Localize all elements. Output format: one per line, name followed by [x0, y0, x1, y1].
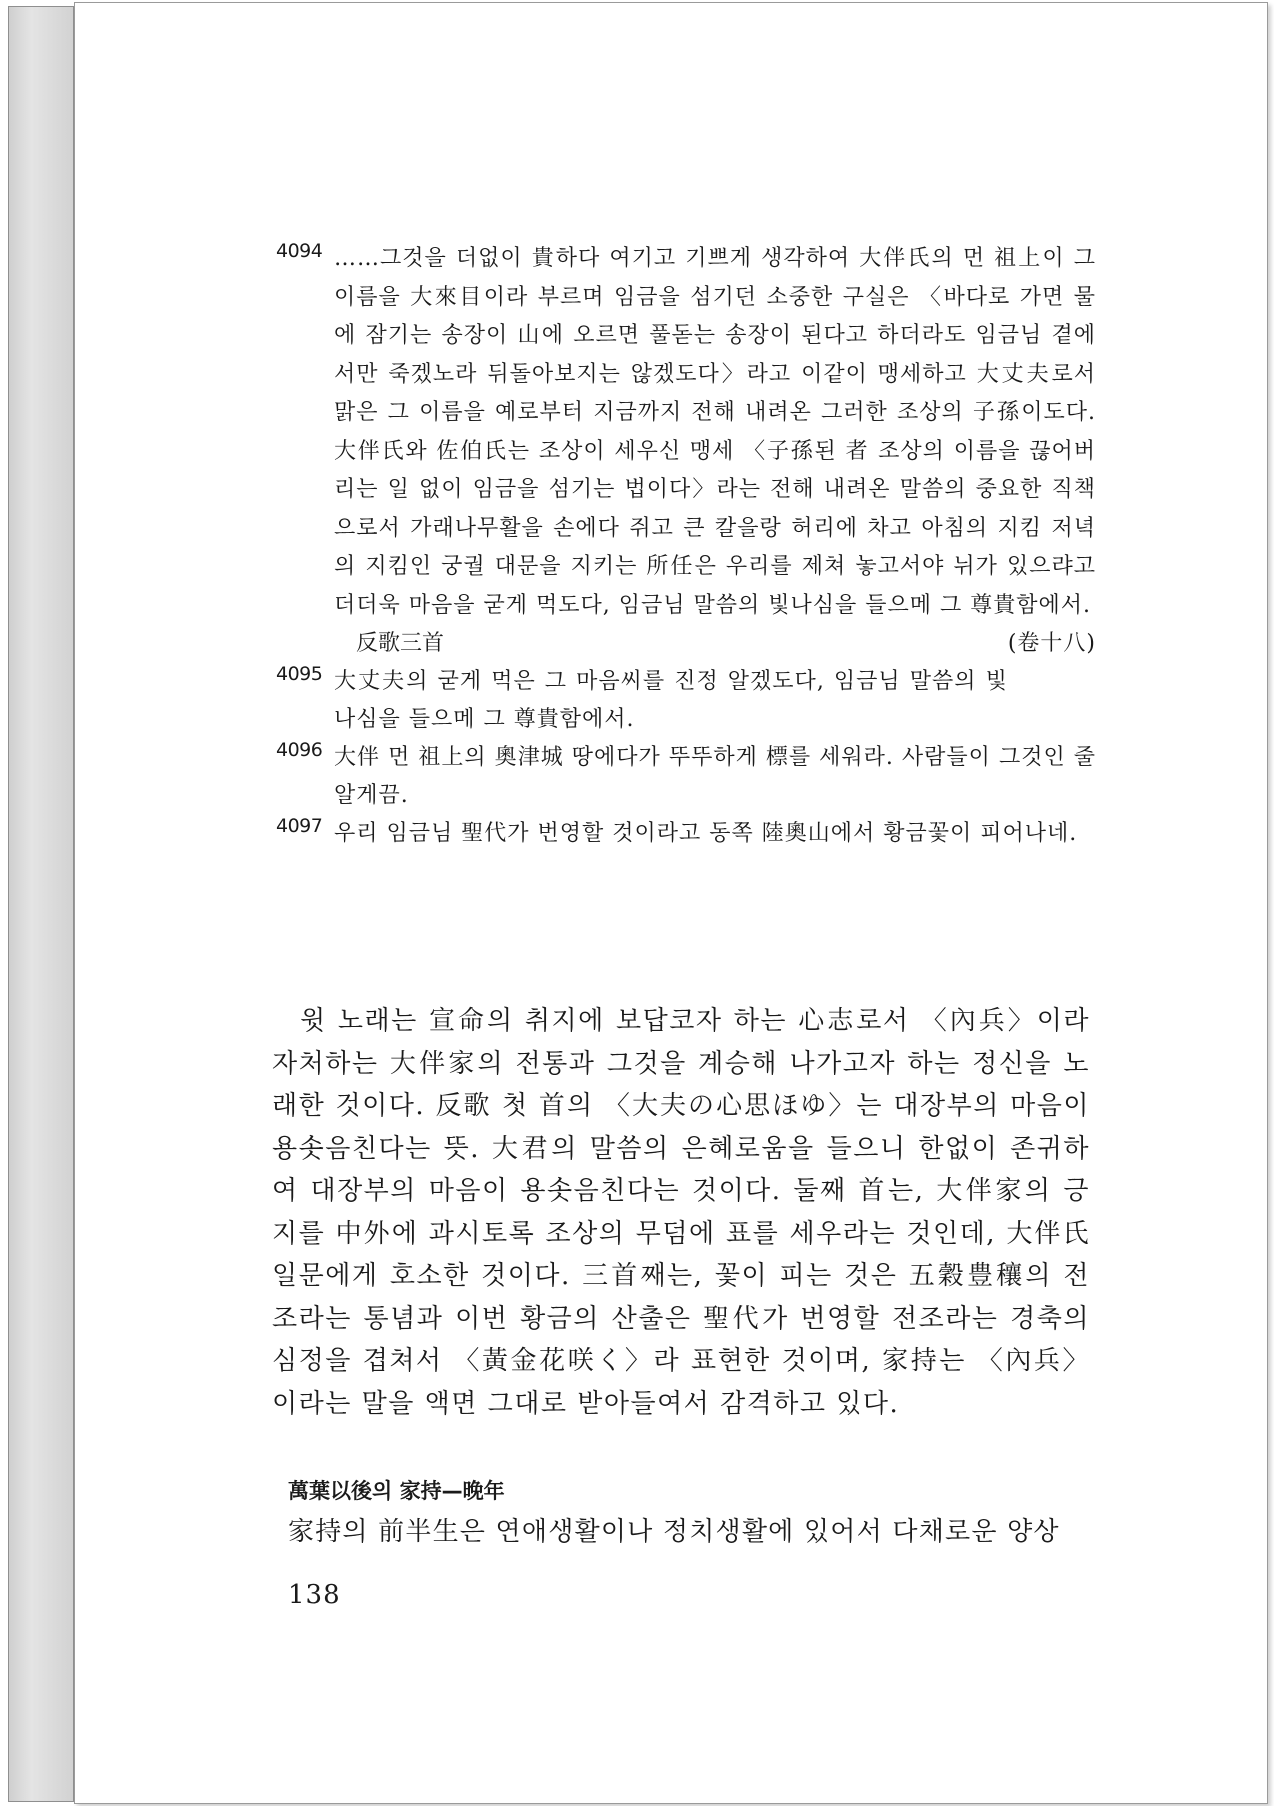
verse-text: 大伴 먼 祖上의 奧津城 땅에다가 뚜뚜하게 標를 세워라. 사람들이 그것인 줄 알게끔. — [334, 745, 1096, 808]
volume-reference: (卷十八) — [1007, 631, 1096, 656]
verse-4096 — [276, 739, 1096, 815]
verse-number: 4095 — [276, 663, 323, 685]
verse-text: 우리 임금님 聖代가 번영할 것이라고 동쪽 陸奧山에서 황금꽃이 피어나네. — [334, 821, 1078, 846]
book-spine — [8, 6, 74, 1802]
verse-block — [276, 240, 1096, 853]
verse-text: 大丈夫의 굳게 먹은 그 마음씨를 진정 알겠도다, 임금님 말씀의 빛나심을 들으메 그 尊貴함에서. — [334, 669, 1008, 732]
page-number: 138 — [288, 1580, 341, 1610]
section-heading: 萬葉以後의 家持—晚年 — [288, 1479, 505, 1503]
verse-number: 4097 — [276, 815, 323, 837]
verse-number: 4096 — [276, 739, 323, 761]
verse-4095 — [276, 663, 1096, 739]
verse-number: 4094 — [276, 240, 323, 262]
section-first-line: 家持의 前半生은 연애생활이나 정치생활에 있어서 다채로운 양상 — [288, 1517, 1060, 1547]
commentary-paragraph: 윗 노래는 宣命의 취지에 보답코자 하는 心志로서 〈內兵〉이라 자처하는 大伴家의 전통과 그것을 계승해 나가고자 하는 정신을 노래한 것이다. 反歌 첫 首의 〈大夫の心思ほゆ〉는 대장부의 마음이 용솟음친다는 뜻. 大君의 말씀의 은혜로움을 들으니 한없이 존귀하여 대장부의 마음이 용솟음친다는 것이다. 둘째 首는, 大伴家의 긍지를 中外에 과시토록 조상의 무덤에 표를 세우라는 것인데, 大伴氏 일문에게 호소한 것이다. 三首째는, 꽃이 피는 것은 五穀豊穰의 전조라는 통념과 이번 황금의 산출은 聖代가 번영할 전조라는 경축의 심정을 겹쳐서 〈黃金花咲く〉라 표현한 것이며, 家持는 〈內兵〉이라는 말을 액면 그대로 받아들여서 감격하고 있다. — [272, 1006, 1090, 1419]
verse-4097 — [276, 815, 1096, 853]
hanka-title: 反歌三首 — [356, 631, 445, 656]
verse-text: ……그것을 더없이 貴하다 여기고 기쁘게 생각하여 大伴氏의 먼 祖上이 그 이름을 大來目이라 부르며 임금을 섬기던 소중한 구실은 〈바다로 가면 물에 잠기는 송장이 山에 오르면 풀돋는 송장이 된다고 하더라도 임금님 곁에서만 죽겠노라 뒤돌아보지는 않겠도다〉라고 이같이 맹세하고 大丈夫로서 맑은 그 이름을 예로부터 지금까지 전해 내려온 그러한 조상의 子孫이도다. 大伴氏와 佐伯氏는 조상이 세우신 맹세 〈子孫된 者 조상의 이름을 끊어버리는 일 없이 임금을 섬기는 법이다〉라는 전해 내려온 말씀의 중요한 직책으로서 가래나무활을 손에다 쥐고 큰 칼을랑 허리에 차고 아침의 지킴 저녁의 지킴인 궁궐 대문을 지키는 所任은 우리를 제쳐 놓고서야 뉘가 있으랴고 더더욱 마음을 굳게 먹도다, 임금님 말씀의 빛나심을 들으메 그 尊貴함에서. — [334, 246, 1096, 618]
